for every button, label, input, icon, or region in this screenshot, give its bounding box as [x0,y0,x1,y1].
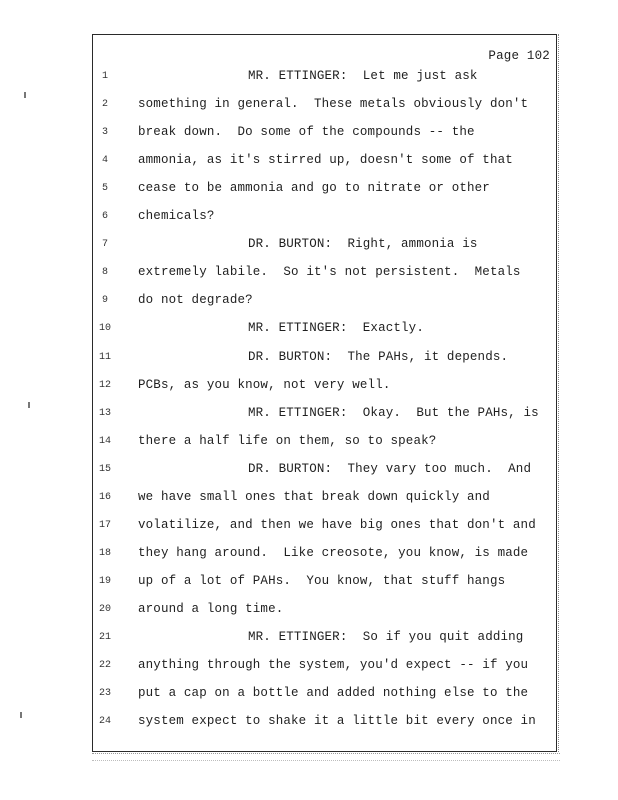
line-number: 9 [101,295,108,307]
line-number: 16 [98,491,111,503]
line-text: around a long time. [138,601,284,616]
line-text: system expect to shake it a little bit every once in [138,714,536,729]
line-number: 17 [98,519,111,531]
transcript-line [0,320,560,340]
line-number: 14 [98,435,111,447]
line-text: MR. ETTINGER: So if you quit adding [248,630,524,644]
transcript-line [0,152,560,172]
transcript-line [0,377,560,397]
line-number: 23 [98,688,111,700]
line-number: 11 [98,351,111,363]
transcript-line [0,433,560,453]
line-text: MR. ETTINGER: Okay. But the PAHs, is [248,405,539,420]
line-text: DR. BURTON: Right, ammonia is [248,237,478,252]
line-number: 12 [98,379,111,391]
line-text: there a half life on them, so to speak? [138,433,437,448]
transcript-line [0,68,560,88]
line-text: they hang around. Like creosote, you know, is made [138,545,529,560]
line-text: volatilize, and then we have big ones that don't and [138,517,536,532]
transcript-line [0,545,560,565]
line-number: 15 [98,463,111,475]
transcript-line [0,517,560,537]
line-text: MR. ETTINGER: Let me just ask [248,69,478,83]
transcript-line [0,292,560,312]
line-text: PCBs, as you know, not very well. [138,377,391,392]
page-number: Page 102 [488,49,550,63]
bottom-margin-edge [92,753,560,761]
line-text: something in general. These metals obviously don't [138,97,529,112]
transcript-line [0,685,560,705]
line-number: 10 [98,323,111,335]
line-number: 2 [101,99,108,111]
line-number: 13 [98,407,111,419]
line-number: 6 [101,211,108,223]
line-text: chemicals? [138,209,215,224]
line-number: 20 [98,603,111,615]
transcript-line [0,657,560,677]
transcript-line [0,405,560,425]
transcript-line [0,180,560,200]
transcript-line [0,96,560,116]
line-text: ammonia, as it's stirred up, doesn't some of that [138,153,513,168]
line-number: 7 [101,239,108,251]
line-text: DR. BURTON: They vary too much. And [248,461,532,476]
line-number: 21 [98,632,111,643]
transcript-line [0,264,560,284]
line-text: cease to be ammonia and go to nitrate or other [138,181,490,196]
line-number: 24 [98,716,111,728]
transcript-line [0,208,560,228]
line-number: 19 [98,575,111,587]
transcript-line [0,349,560,369]
line-text: up of a lot of PAHs. You know, that stuff hangs [138,573,506,588]
line-number: 1 [101,71,108,82]
line-text: do not degrade? [138,293,253,308]
line-number: 3 [101,127,108,139]
transcript-line [0,461,560,481]
transcript-line [0,236,560,256]
transcript-line [0,124,560,144]
line-text: extremely labile. So it's not persistent. Metals [138,265,521,280]
line-number: 18 [98,547,111,559]
line-text: break down. Do some of the compounds -- the [138,125,475,140]
transcript-line [0,713,560,733]
line-text: MR. ETTINGER: Exactly. [248,321,424,336]
transcript-line [0,629,560,649]
line-number: 8 [101,267,108,279]
line-number: 4 [101,155,108,167]
transcript-line [0,573,560,593]
line-text: we have small ones that break down quickly and [138,489,490,504]
line-text: DR. BURTON: The PAHs, it depends. [248,349,509,364]
line-text: put a cap on a bottle and added nothing else to the [138,686,529,701]
line-text: anything through the system, you'd expect -- if you [138,658,529,673]
transcript-line [0,489,560,509]
transcript-line [0,601,560,621]
line-number: 22 [98,660,111,672]
line-number: 5 [101,183,108,195]
